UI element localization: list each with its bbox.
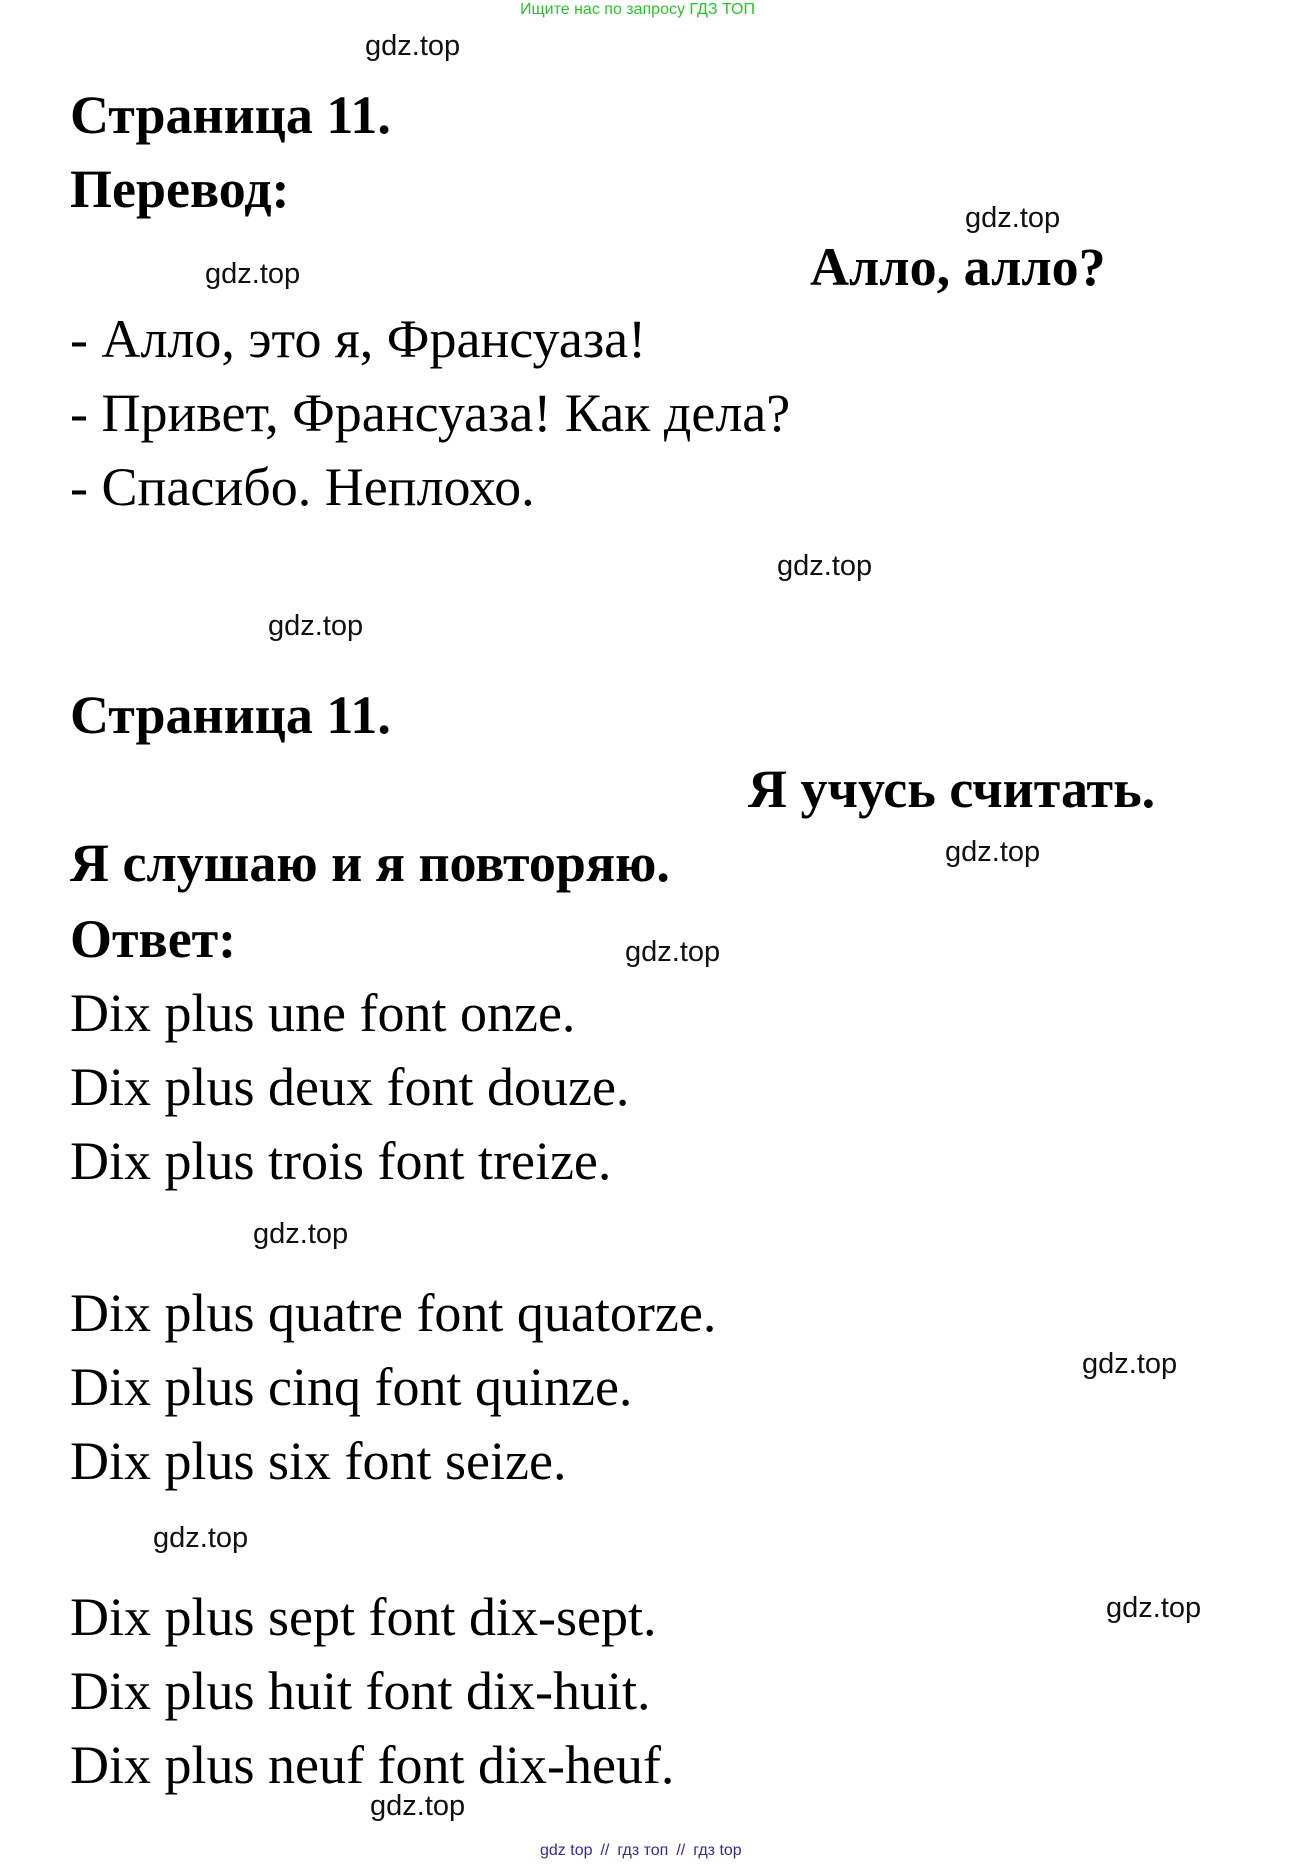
watermark: gdz.top <box>1106 1592 1202 1624</box>
watermark: gdz.top <box>365 30 461 62</box>
watermark: gdz.top <box>1082 1348 1178 1380</box>
answer-line: Dix plus quatre font quatorze. <box>70 1283 717 1343</box>
footer-links <box>536 1843 746 1859</box>
dialogue-line: - Привет, Франсуаза! Как дела? <box>70 383 791 443</box>
page-heading-2: Страница 11. <box>70 685 391 745</box>
watermark: gdz.top <box>268 610 364 642</box>
answer-line: Dix plus trois font treize. <box>70 1131 612 1191</box>
watermark: gdz.top <box>945 836 1041 868</box>
counting-title: Я учусь считать. <box>748 759 1156 819</box>
answer-line: Dix plus deux font douze. <box>70 1057 630 1117</box>
footer-link[interactable]: гдз топ <box>617 1842 669 1859</box>
watermark: gdz.top <box>253 1218 349 1250</box>
answer-line: Dix plus sept font dix-sept. <box>70 1587 657 1647</box>
task-text: Я слушаю и я повторяю. <box>70 833 670 893</box>
footer-link[interactable]: gdz top <box>540 1842 593 1859</box>
answer-line: Dix plus huit font dix-huit. <box>70 1661 651 1721</box>
answer-line: Dix plus cinq font quinze. <box>70 1357 633 1417</box>
watermark: gdz.top <box>625 936 721 968</box>
watermark: gdz.top <box>153 1522 249 1554</box>
watermark: gdz.top <box>777 550 873 582</box>
footer-separator: // <box>600 1842 610 1859</box>
dialogue-title: Алло, алло? <box>810 237 1106 297</box>
footer-separator: // <box>676 1842 686 1859</box>
answer-line: Dix plus six font seize. <box>70 1431 567 1491</box>
footer-link[interactable]: гдз top <box>693 1842 742 1859</box>
search-banner[interactable]: Ищите нас по запросу ГДЗ ТОП <box>520 1 755 18</box>
watermark: gdz.top <box>205 258 301 290</box>
page-heading-1: Страница 11. <box>70 85 391 145</box>
watermark: gdz.top <box>965 202 1061 234</box>
dialogue-line: - Спасибо. Неплохо. <box>70 457 535 517</box>
answer-label: Ответ: <box>70 909 237 969</box>
translation-heading: Перевод: <box>70 159 290 219</box>
answer-line: Dix plus une font onze. <box>70 983 576 1043</box>
answer-line: Dix plus neuf font dix-heuf. <box>70 1735 675 1795</box>
watermark: gdz.top <box>370 1790 466 1822</box>
dialogue-line: - Алло, это я, Франсуаза! <box>70 309 647 369</box>
